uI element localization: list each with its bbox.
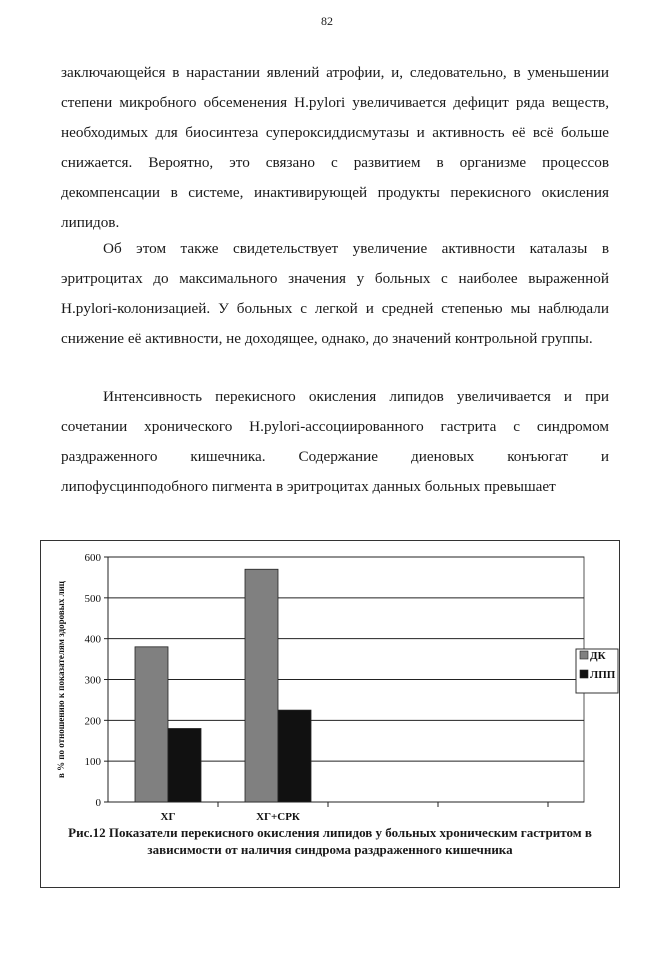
legend-label-ЛПП: ЛПП <box>590 669 616 681</box>
legend-swatch-ЛПП <box>580 670 588 678</box>
y-tick-label: 400 <box>84 633 101 646</box>
y-tick-label: 200 <box>84 715 101 728</box>
bar-ДК-ХГ+СРК <box>245 569 278 802</box>
x-tick-label: ХГ <box>160 811 176 823</box>
bar-ЛПП-ХГ <box>168 729 201 803</box>
legend-swatch-ДК <box>580 651 588 659</box>
page-number: 82 <box>321 14 333 28</box>
y-tick-label: 0 <box>95 797 101 809</box>
paragraph-3: Интенсивность перекисного окисления липидов увеличивается и при сочетании хронического H.pylori-ассоциированного гастрита с синдромом раздраженного кишечника. Содержание диеновых конъюгат и липофусцинподобного пигмента в эритроцитах данных больных превышает <box>61 388 609 495</box>
paragraph-2: Об этом также свидетельствует увеличение активности каталазы в эритроцитах до максимального значения у больных с наиболее выраженной H.pylori-колонизацией. У больных с легкой и средней степенью мы наблюдали снижение её активности, не доходящее, однако, до значений контрольной группы. <box>61 240 609 347</box>
y-tick-label: 100 <box>84 756 101 769</box>
y-tick-label: 600 <box>84 552 101 564</box>
legend-label-ДК: ДК <box>590 650 606 662</box>
y-tick-label: 300 <box>84 674 101 687</box>
bar-chart <box>41 541 621 841</box>
bar-ДК-ХГ <box>135 647 168 802</box>
bar-ЛПП-ХГ+СРК <box>278 710 311 802</box>
paragraph-1: заключающейся в нарастании явлений атрофии, и, следовательно, в уменьшении степени микробного обсеменения H.pylori увеличивается дефицит ряда веществ, необходимых для биосинтеза супероксиддисмутазы и активность её всё больше снижается. Вероятно, это связано с развитием в организме процессов декомпенсации в системе, инактивирующей продукты перекисного окисления липидов. <box>61 64 609 231</box>
y-axis-label: в % по отношению к показателям здоровых лиц <box>56 581 66 778</box>
x-tick-label: ХГ+СРК <box>256 811 300 823</box>
figure-caption: Рис.12 Показатели перекисного окисления липидов у больных хроническим гастритом в зависимости от наличия синдрома раздраженного кишечника <box>68 825 592 857</box>
y-tick-label: 500 <box>84 592 101 605</box>
